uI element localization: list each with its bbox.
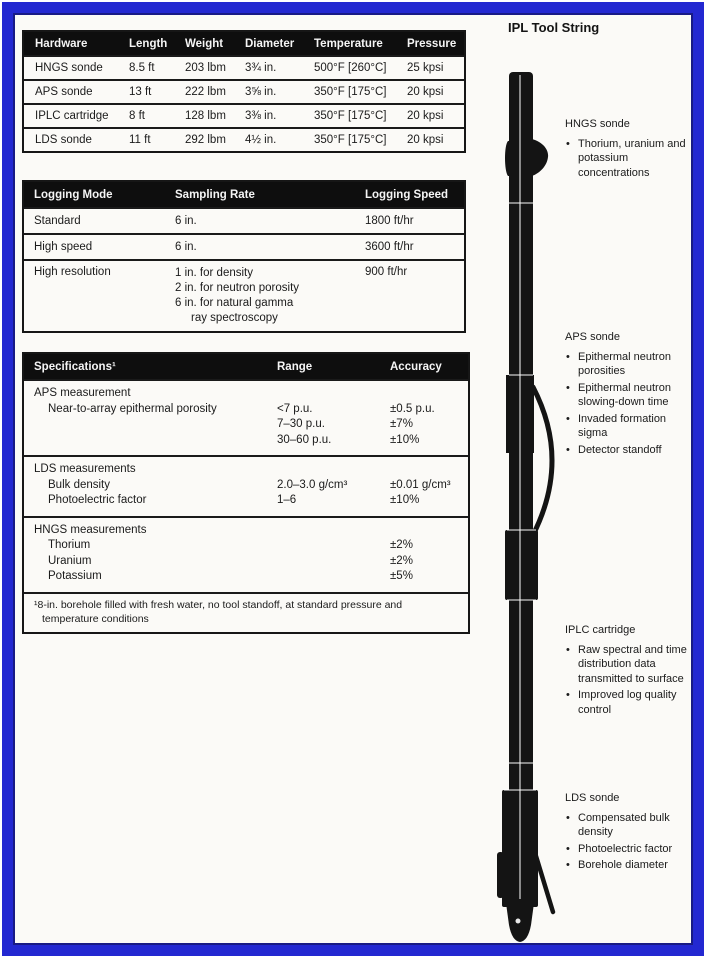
specifications-table	[22, 352, 470, 634]
table-row	[24, 233, 464, 259]
spec-row	[24, 569, 468, 585]
tool-highlight	[519, 75, 521, 899]
table-row	[24, 259, 464, 331]
table-cell: IPLC cartridge	[35, 110, 109, 122]
spec-row	[24, 402, 468, 418]
table-cell: 3600 ft/hr	[365, 241, 414, 253]
spec-label: Uranium	[48, 554, 92, 567]
table-cell: 20 kpsi	[407, 86, 444, 98]
component-name: LDS sonde	[565, 792, 620, 804]
table-row	[24, 207, 464, 233]
spec-group-title: LDS measurements	[34, 463, 136, 475]
column-header: Range	[277, 360, 313, 373]
table-cell: 350°F [175°C]	[314, 134, 387, 146]
table-cell: 3¾ in.	[245, 62, 277, 74]
hardware-table-header	[24, 32, 464, 55]
table-cell: 13 ft	[129, 86, 152, 98]
table-cell: LDS sonde	[35, 134, 92, 146]
spec-section-hngs	[24, 516, 468, 592]
spec-range: 7–30 p.u.	[277, 418, 325, 430]
table-row	[24, 127, 464, 151]
spec-accuracy: ±2%	[390, 554, 413, 567]
component-feature: • Photoelectric factor	[565, 842, 697, 857]
table-cell: 292 lbm	[185, 134, 226, 146]
table-cell: 900 ft/hr	[365, 266, 408, 278]
column-header: Temperature	[314, 37, 383, 50]
column-header: Hardware	[35, 37, 88, 50]
spec-range	[277, 569, 390, 585]
table-cell: 3⅝ in.	[245, 86, 277, 98]
spec-row	[24, 554, 468, 570]
table-cell: 500°F [260°C]	[314, 62, 387, 74]
table-cell: 350°F [175°C]	[314, 86, 387, 98]
label-hngs-sonde	[565, 117, 697, 182]
component-feature: • Raw spectral and time distribution data transmitted to surface	[565, 643, 697, 687]
tool-bulge	[505, 139, 548, 176]
spec-range	[277, 538, 390, 554]
table-row	[24, 103, 464, 127]
table-cell: APS sonde	[35, 86, 93, 98]
tool-string-diagram	[495, 63, 575, 945]
nose-dot	[516, 919, 521, 924]
label-lds-sonde	[565, 791, 697, 875]
spec-range: <7 p.u.	[277, 402, 313, 415]
column-header: Sampling Rate	[175, 188, 255, 201]
table-cell: 8 ft	[129, 110, 145, 122]
table-cell: 1800 ft/hr	[365, 215, 414, 227]
table-cell: 203 lbm	[185, 62, 226, 74]
table-cell: 8.5 ft	[129, 62, 155, 74]
spec-label: Near-to-array epithermal porosity	[48, 402, 217, 415]
column-header: Specifications¹	[34, 360, 116, 373]
spec-accuracy: ±7%	[390, 418, 413, 430]
spec-range: 1–6	[277, 494, 297, 506]
component-feature: • Detector standoff	[565, 443, 697, 458]
column-header: Diameter	[245, 37, 295, 50]
spec-label: Photoelectric factor	[48, 494, 147, 506]
component-feature: • Improved log quality control	[565, 688, 697, 717]
logging-mode-table	[22, 180, 466, 333]
component-feature: • Borehole diameter	[565, 858, 697, 873]
aps-lower-segment	[505, 530, 538, 600]
table-cell: High resolution	[34, 266, 111, 278]
sampling-rate-line: 2 in. for neutron porosity	[175, 282, 300, 294]
component-name: IPLC cartridge	[565, 624, 636, 636]
spec-accuracy: ±2%	[390, 539, 413, 551]
spec-section-aps	[24, 379, 468, 455]
lds-pad	[497, 852, 504, 898]
sampling-rate-line: 1 in. for density	[175, 267, 253, 279]
table-cell: 6 in.	[175, 215, 197, 227]
spec-range: 30–60 p.u.	[277, 433, 332, 446]
component-feature: • Compensated bulk density	[565, 811, 697, 840]
table-cell: 6 in.	[175, 241, 197, 253]
spec-row	[24, 538, 468, 554]
spec-group-title: HNGS measurements	[34, 523, 147, 536]
component-feature: • Thorium, uranium and potassium concentrations	[565, 137, 697, 181]
spec-accuracy: ±0.5 p.u.	[390, 402, 435, 415]
table-cell: 3⅜ in.	[245, 110, 277, 122]
component-feature: • Epithermal neutron slowing-down time	[565, 381, 697, 410]
table-cell: High speed	[34, 241, 93, 253]
spec-label: Bulk density	[48, 478, 111, 491]
hardware-table	[22, 30, 466, 153]
table-cell: 4½ in.	[245, 134, 277, 146]
bowspring-arc	[533, 387, 552, 535]
label-iplc-cartridge	[565, 623, 697, 719]
table-row	[24, 55, 464, 79]
component-feature: • Epithermal neutron porosities	[565, 350, 697, 379]
sampling-rate-line: ray spectroscopy	[191, 312, 278, 324]
spec-range: 2.0–3.0 g/cm³	[277, 478, 348, 491]
spec-range	[277, 554, 390, 570]
spec-footnote: ¹8-in. borehole filled with fresh water, no tool standoff, at standard pressure and temperature conditions	[24, 592, 468, 632]
table-cell: 20 kpsi	[407, 134, 444, 146]
component-name: HNGS sonde	[565, 118, 630, 130]
table-cell	[175, 266, 365, 326]
spec-row	[24, 493, 468, 509]
logging-table-header	[24, 182, 464, 207]
table-cell: 128 lbm	[185, 110, 226, 122]
spec-group-title: APS measurement	[34, 387, 131, 399]
label-aps-sonde	[565, 330, 697, 459]
column-header: Logging Speed	[365, 188, 449, 201]
column-header: Pressure	[407, 37, 457, 50]
spec-label: Potassium	[48, 570, 102, 582]
spec-row	[24, 478, 468, 494]
column-header: Accuracy	[390, 360, 442, 373]
spec-accuracy: ±10%	[390, 494, 420, 506]
spec-accuracy: ±0.01 g/cm³	[390, 478, 451, 491]
spec-row	[24, 417, 468, 433]
spec-section-lds	[24, 455, 468, 516]
table-cell: 25 kpsi	[407, 62, 444, 74]
table-cell: 350°F [175°C]	[314, 110, 387, 122]
spec-row	[24, 433, 468, 449]
table-cell: 20 kpsi	[407, 110, 444, 122]
sampling-rate-line: 6 in. for natural gamma	[175, 297, 294, 309]
table-cell: 222 lbm	[185, 86, 226, 98]
component-name: APS sonde	[565, 331, 621, 343]
component-feature: • Invaded formation sigma	[565, 412, 697, 441]
table-cell: 11 ft	[129, 134, 151, 146]
spec-label	[24, 417, 277, 433]
spec-label: Thorium	[48, 539, 91, 551]
column-header: Weight	[185, 37, 224, 50]
table-cell: Standard	[34, 215, 81, 227]
column-header: Logging Mode	[34, 188, 113, 201]
spec-accuracy: ±10%	[390, 433, 420, 446]
spec-table-header	[24, 354, 468, 379]
table-row	[24, 79, 464, 103]
table-cell: HNGS sonde	[35, 62, 103, 74]
tool-string-title: IPL Tool String	[508, 20, 600, 35]
spec-accuracy: ±5%	[390, 570, 413, 582]
column-header: Length	[129, 37, 168, 50]
spec-label	[24, 433, 277, 449]
